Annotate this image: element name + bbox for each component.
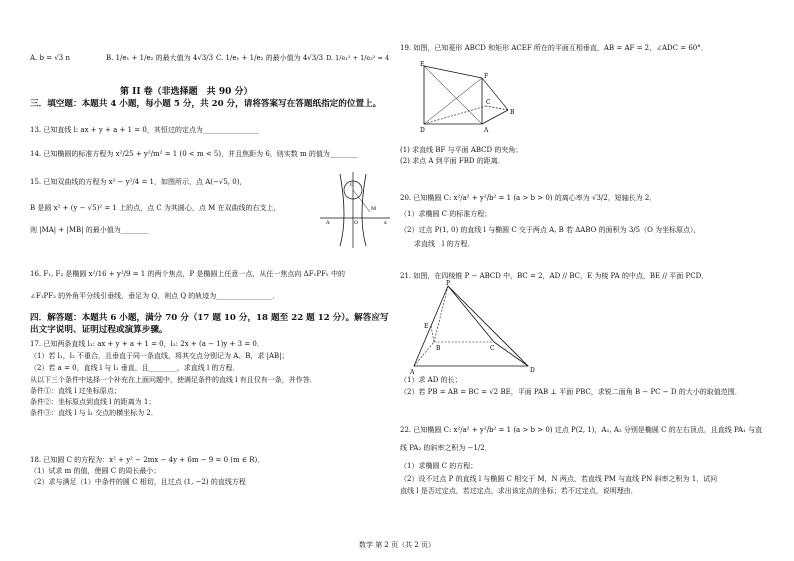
question-22-stem: 22. 已知椭圆 C: x²/a² + y²/b² = 1 (a > b > 0) 过点 P(2, 1)，A₁, A₂ 分别是椭圆 C 的左右顶点，且直线 PA₁ 与直: [400, 426, 763, 434]
fig21-label-d: D: [530, 367, 535, 374]
fig21-label-a: A: [410, 369, 415, 375]
option-d: D. 1/e₁² + 1/e₂² = 4: [326, 54, 390, 62]
question-19-stem: 19. 如图，已知菱形 ABCD 和矩形 ACEF 所在的平面互相垂直，AB = AF = 2，∠ADC = 60°．: [400, 44, 708, 52]
question-16-line2: ∠F₁PF₂ 的外角平分线引垂线，垂足为 Q，则点 Q 的轨迹为________________．: [30, 292, 280, 300]
question-16-line1: 16. F₁, F₂ 是椭圆 x²/16 + y²/9 = 1 的两个焦点，P 是椭圆上任意一点，从任一焦点向 ΔF₁PF₂ 中的: [30, 270, 345, 278]
question-17-part1: （1）若 l₁，l₂ 不重合，且垂直于同一条直线，将其交点分别记为 A、B，求 |AB|；: [30, 352, 289, 360]
question-20-part1: （1）求椭圆 C 的标准方程；: [400, 210, 492, 218]
question-14: 14. 已知椭圆的标准方程为 x²/25 + y²/m² = 1 (0 < m < 5)，并且焦距为 6，则实数 m 的值为________: [30, 150, 358, 158]
right-column: [400, 0, 772, 561]
question-19-part2: (2) 求点 A 到平面 FBD 的距离．: [400, 157, 505, 165]
question-15-line2: B 是圆 x² + (y − √5)² = 1 上的点，点 C 为其圆心，点 M 在双曲线的右支上，: [30, 204, 281, 212]
fig15-label-o: O: [354, 220, 359, 226]
question-22-part1: （1）求椭圆 C 的方程；: [400, 462, 478, 470]
question-21-part1: （1）求 AD 的长；: [400, 376, 462, 384]
fig21-label-c: C: [490, 345, 495, 352]
left-column: [30, 0, 390, 561]
question-21-part2: （2）若 PB = AB = BC = √2 BE，平面 PAB ⊥ 平面 PBC，求锐二面角 B − PC − D 的大小的取值范围．: [400, 388, 742, 396]
fig19-label-c: C: [486, 99, 491, 106]
page-footer: 数学 第 2 页（共 2 页）: [358, 541, 436, 549]
fig19-label-d: D: [420, 127, 425, 134]
question-20-stem: 20. 已知椭圆 C: x²/a² + y²/b² = 1 (a > b > 0) 的离心率为 √3/2，短轴长为 2．: [400, 194, 657, 202]
section4-heading: 四．解答题：本题共 6 小题，满分 70 分（17 题 10 分，18 题至 22 题 12 分）。解答应写出文字说明、证明过程或演算步骤。: [30, 313, 389, 335]
question-17-cond3: 条件③：直线 l 与 l₁ 交点的横坐标为 2．: [30, 409, 158, 417]
hyperbola-figure: [320, 170, 390, 248]
question-18-part1: （1）试求 m 的值，使圆 C 的周长最小；: [30, 467, 161, 475]
fig21-label-e: E: [424, 323, 429, 330]
pyramid-figure: [410, 280, 550, 375]
question-17-stem: 17. 已知两条直线 l₁: ax + y + a + 1 = 0，l₂: 2x + (a − 1)y + 3 = 0．: [30, 340, 264, 348]
option-b: B. 1/e₁ + 1/e₂ 的最大值为 4√3/3: [106, 54, 214, 62]
fig15-label-a: A: [326, 220, 330, 226]
fig19-label-e: E: [420, 61, 425, 68]
question-17-cond1: 条件①：直线 l 过坐标原点；: [30, 387, 121, 395]
question-20-part2-cont: 求直线 l 的方程．: [400, 240, 475, 248]
question-17-part2: （2）若 a = 0，直线 l 与 l₁ 垂直，且________，求直线 l 的方程．: [30, 364, 240, 372]
question-15-line1: 15. 已知双曲线的方程为 x² − y²/4 = 1，如图所示，点 A(−√5, 0)，: [30, 178, 247, 186]
fig15-label-m: M: [371, 206, 377, 212]
question-21-stem: 21. 如图，在四棱锥 P − ABCD 中，BC = 2，AD // BC，E 为棱 PA 的中点，BE // 平面 PCD．: [400, 272, 709, 280]
rhombus-rectangle-figure: [420, 58, 520, 138]
question-22-stem-cont: 线 PA₂ 的斜率之积为 −1/2．: [400, 444, 492, 452]
fig19-label-f: F: [484, 73, 489, 80]
question-19-part1: (1) 求直线 BF 与平面 ABCD 的夹角；: [400, 146, 523, 154]
question-17-instruction: 从以下三个条件中选择一个补充在上面问题中，使满足条件的直线 l 有且仅有一条，并作答．: [30, 376, 317, 384]
question-22-part2-cont: 直线 l 是否过定点，若过定点，求出该定点的坐标；若不过定点，说明理由．: [400, 487, 638, 495]
question-22-part2: （2）设不过点 P 的直线 l 与椭圆 C 相交于 M，N 两点，若直线 PM 与直线 PN 斜率之积为 1，试问: [400, 475, 718, 483]
option-a: A. b = √3 n: [30, 54, 70, 62]
question-17-cond2: 条件②：坐标原点到直线 l 的距离为 1；: [30, 398, 156, 406]
fig21-label-b: B: [436, 345, 441, 352]
section3-heading: 三．填空题：本题共 4 小题，每小题 5 分，共 20 分，请将答案写在答题纸指定的位置上。: [30, 99, 382, 109]
fig21-label-p: P: [446, 280, 451, 287]
option-c: C. 1/e₁ + 1/e₂ 的最小值为 4√3/3: [216, 54, 324, 62]
question-18-stem: 18. 已知圆 C 的方程为：x² + y² − 2mx − 4y + 6m − 9 = 0 (m ∈ R)．: [30, 456, 265, 464]
section2-title: 第 II 卷（非选择题 共 90 分）: [120, 87, 253, 97]
question-18-part2: （2）求与满足（1）中条件的圆 C 相切，且过点 (1, −2) 的直线方程: [30, 478, 246, 486]
question-13: 13. 已知直线 l: ax + y + a + 1 = 0，其恒过的定点为________________: [30, 126, 259, 134]
fig15-label-c: C: [350, 182, 354, 188]
question-20-part2: （2）过点 P(1, 0) 的直线 l 与椭圆 C 交于两点 A, B 若 ΔABO 的面积为 3/5（O 为坐标原点），: [400, 226, 701, 234]
fig19-label-a: A: [484, 127, 489, 134]
question-15-line3: 则 |MA| + |MB| 的最小值为________: [30, 226, 149, 234]
fig15-label-x: x: [384, 220, 387, 226]
fig19-label-b: B: [510, 109, 515, 116]
